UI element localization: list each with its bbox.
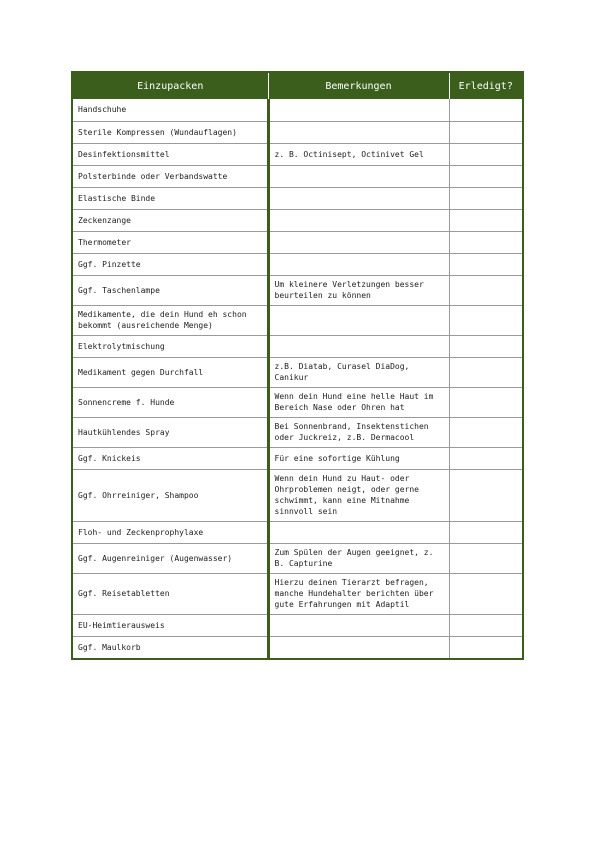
item-cell: Thermometer (73, 231, 268, 253)
item-cell: Sonnencreme f. Hunde (73, 387, 268, 417)
remark-cell: Zum Spülen der Augen geeignet, z. B. Capturine (268, 543, 449, 573)
remark-cell: Um kleinere Verletzungen besser beurteilen zu können (268, 275, 449, 305)
done-cell[interactable] (449, 275, 522, 305)
item-cell: Desinfektionsmittel (73, 143, 268, 165)
table-row (73, 573, 522, 614)
done-cell[interactable] (449, 165, 522, 187)
done-cell[interactable] (449, 636, 522, 658)
item-cell: Ggf. Reisetabletten (73, 573, 268, 614)
done-cell[interactable] (449, 305, 522, 335)
remark-cell (268, 231, 449, 253)
table-row (73, 305, 522, 335)
item-cell: Sterile Kompressen (Wundauflagen) (73, 121, 268, 143)
header-row (73, 73, 522, 99)
done-cell[interactable] (449, 143, 522, 165)
table-row (73, 614, 522, 636)
table-row (73, 253, 522, 275)
item-cell: Polsterbinde oder Verbandswatte (73, 165, 268, 187)
done-cell[interactable] (449, 387, 522, 417)
table-row (73, 469, 522, 521)
item-cell: Hautkühlendes Spray (73, 417, 268, 447)
remark-cell: Wenn dein Hund eine helle Haut im Bereich Nase oder Ohren hat (268, 387, 449, 417)
table-row (73, 335, 522, 357)
item-cell: Zeckenzange (73, 209, 268, 231)
table-row (73, 387, 522, 417)
remark-cell (268, 209, 449, 231)
remark-cell: Hierzu deinen Tierarzt befragen, manche Hundehalter berichten über gute Erfahrungen mit Adaptil (268, 573, 449, 614)
item-cell: Elastische Binde (73, 187, 268, 209)
item-cell: Elektrolytmischung (73, 335, 268, 357)
done-cell[interactable] (449, 447, 522, 469)
table-row (73, 209, 522, 231)
item-cell: Ggf. Pinzette (73, 253, 268, 275)
remark-cell (268, 335, 449, 357)
item-cell: Ggf. Taschenlampe (73, 275, 268, 305)
table-row (73, 636, 522, 658)
table-row (73, 165, 522, 187)
item-cell: Floh- und Zeckenprophylaxe (73, 521, 268, 543)
done-cell[interactable] (449, 121, 522, 143)
remark-cell (268, 99, 449, 121)
table-row (73, 275, 522, 305)
done-cell[interactable] (449, 469, 522, 521)
table-row (73, 121, 522, 143)
done-cell[interactable] (449, 521, 522, 543)
table-row (73, 99, 522, 121)
packing-checklist (71, 71, 524, 660)
done-cell[interactable] (449, 231, 522, 253)
remark-cell (268, 165, 449, 187)
done-cell[interactable] (449, 209, 522, 231)
remark-cell: Für eine sofortige Kühlung (268, 447, 449, 469)
item-cell: Handschuhe (73, 99, 268, 121)
done-cell[interactable] (449, 253, 522, 275)
done-cell[interactable] (449, 187, 522, 209)
table-row (73, 417, 522, 447)
item-cell: Ggf. Maulkorb (73, 636, 268, 658)
header-remark: Bemerkungen (268, 73, 449, 99)
remark-cell: Bei Sonnenbrand, Insektenstichen oder Juckreiz, z.B. Dermacool (268, 417, 449, 447)
item-cell: Ggf. Ohrreiniger, Shampoo (73, 469, 268, 521)
header-item: Einzupacken (73, 73, 268, 99)
table-row (73, 521, 522, 543)
remark-cell (268, 614, 449, 636)
done-cell[interactable] (449, 335, 522, 357)
done-cell[interactable] (449, 614, 522, 636)
done-cell[interactable] (449, 573, 522, 614)
remark-cell (268, 521, 449, 543)
item-cell: Medikamente, die dein Hund eh schon bekommt (ausreichende Menge) (73, 305, 268, 335)
header-done: Erledigt? (449, 73, 522, 99)
remark-cell: Wenn dein Hund zu Haut- oder Ohrproblemen neigt, oder gerne schwimmt, kann eine Mitnahme sinnvoll sein (268, 469, 449, 521)
remark-cell (268, 253, 449, 275)
item-cell: Ggf. Knickeis (73, 447, 268, 469)
table-row (73, 543, 522, 573)
table-row (73, 447, 522, 469)
remark-cell: z.B. Diatab, Curasel DiaDog, Canikur (268, 357, 449, 387)
done-cell[interactable] (449, 99, 522, 121)
done-cell[interactable] (449, 357, 522, 387)
done-cell[interactable] (449, 417, 522, 447)
item-cell: EU-Heimtierausweis (73, 614, 268, 636)
table-row (73, 143, 522, 165)
table-row (73, 231, 522, 253)
table-row (73, 357, 522, 387)
item-cell: Medikament gegen Durchfall (73, 357, 268, 387)
table-row (73, 187, 522, 209)
remark-cell (268, 305, 449, 335)
checklist-table (73, 73, 522, 658)
remark-cell (268, 121, 449, 143)
remark-cell (268, 187, 449, 209)
remark-cell (268, 636, 449, 658)
item-cell: Ggf. Augenreiniger (Augenwasser) (73, 543, 268, 573)
checklist-body (73, 99, 522, 658)
remark-cell: z. B. Octinisept, Octinivet Gel (268, 143, 449, 165)
done-cell[interactable] (449, 543, 522, 573)
